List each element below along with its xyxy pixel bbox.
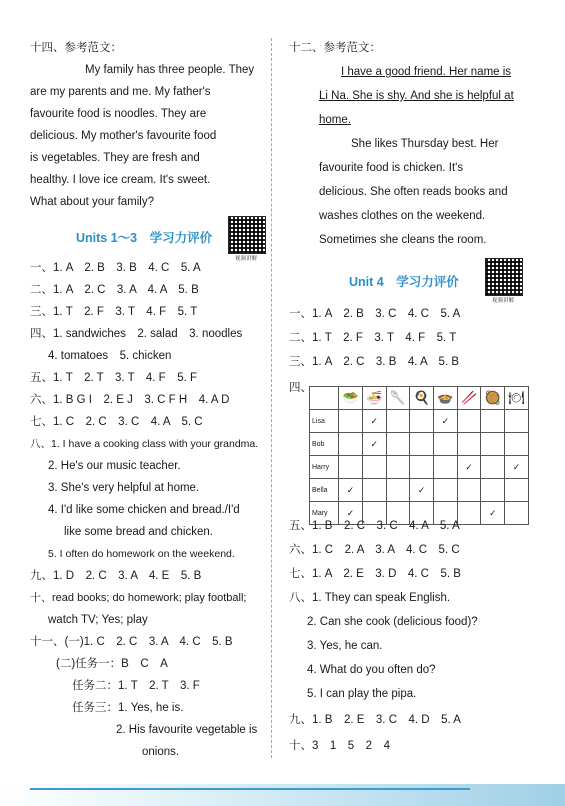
empty-cell bbox=[434, 433, 458, 456]
answer-line: 八、1. They can speak English. bbox=[289, 592, 451, 604]
empty-cell bbox=[481, 433, 505, 456]
food-check-table bbox=[309, 386, 529, 525]
essay-line: is vegetables. They are fresh and bbox=[30, 152, 200, 164]
essay-line: I have a good friend. Her name is bbox=[341, 66, 512, 78]
empty-cell bbox=[410, 456, 434, 479]
answer-line: 一、1. A 2. B 3. C 4. C 5. A bbox=[289, 308, 461, 320]
empty-cell bbox=[457, 502, 481, 525]
food-picture-icon: 🍳 bbox=[410, 387, 434, 410]
answer-line: 2. His favourite vegetable is bbox=[116, 724, 258, 736]
row-name-cell: Lisa bbox=[310, 410, 339, 433]
food-picture-icon: 🍲 bbox=[434, 387, 458, 410]
answer-line: 五、1. B 2. C 3. C 4. A 5. A bbox=[289, 520, 460, 532]
row-name-cell: Mary bbox=[310, 502, 339, 525]
essay-line: favourite food is noodles. They are bbox=[30, 108, 207, 120]
answer-line: 七、1. C 2. C 3. C 4. A 5. C bbox=[30, 416, 203, 428]
empty-cell bbox=[434, 479, 458, 502]
answer-line: 四、1. sandwiches 2. salad 3. noodles bbox=[30, 328, 243, 340]
food-picture-icon: 🍽 bbox=[505, 387, 529, 410]
check-mark-cell: ✓ bbox=[362, 433, 386, 456]
answer-line: 三、1. T 2. F 3. T 4. F 5. T bbox=[30, 306, 198, 318]
essay-line: healthy. I love ice cream. It's sweet. bbox=[30, 174, 211, 186]
empty-cell bbox=[339, 456, 363, 479]
empty-cell bbox=[386, 479, 410, 502]
table-corner-cell bbox=[310, 387, 339, 410]
check-mark-cell: ✓ bbox=[505, 456, 529, 479]
qr-code[interactable] bbox=[228, 216, 266, 254]
empty-cell bbox=[457, 433, 481, 456]
empty-cell bbox=[410, 433, 434, 456]
table-row bbox=[310, 456, 529, 479]
check-mark-cell: ✓ bbox=[410, 479, 434, 502]
check-mark-cell: ✓ bbox=[339, 479, 363, 502]
essay-line: favourite food is chicken. It's bbox=[319, 162, 464, 174]
answer-line: 十、read books; do homework; play football; bbox=[30, 592, 247, 604]
table-header-row bbox=[310, 387, 529, 410]
empty-cell bbox=[505, 433, 529, 456]
answer-line: 五、1. T 2. T 3. T 4. F 5. F bbox=[30, 372, 198, 384]
empty-cell bbox=[457, 410, 481, 433]
food-picture-icon: 🥘 bbox=[481, 387, 505, 410]
empty-cell bbox=[505, 502, 529, 525]
qr-caption: 视频讲解 bbox=[491, 298, 514, 304]
empty-cell bbox=[481, 410, 505, 433]
essay-line: home. bbox=[319, 114, 351, 126]
empty-cell bbox=[362, 479, 386, 502]
essay-line: delicious. My mother's favourite food bbox=[30, 130, 217, 142]
column-divider bbox=[271, 38, 272, 758]
essay-line: washes clothes on the weekend. bbox=[319, 210, 486, 222]
food-picture-icon: 🥢 bbox=[457, 387, 481, 410]
unit-title: Unit 4 学习力评价 bbox=[349, 275, 459, 289]
empty-cell bbox=[386, 456, 410, 479]
answer-line: 2. He's our music teacher. bbox=[48, 460, 181, 472]
table-row bbox=[310, 479, 529, 502]
answer-line: like some bread and chicken. bbox=[64, 526, 213, 538]
answer-line: 二、1. A 2. C 3. A 4. A 5. B bbox=[30, 284, 199, 296]
answer-line: (二)任务一：B C A bbox=[56, 658, 168, 670]
section-14-heading: 十四、参考范文： bbox=[30, 42, 122, 54]
table-label: 四、 bbox=[289, 382, 312, 394]
empty-cell bbox=[505, 479, 529, 502]
answer-line: 任务三：1. Yes, he is. bbox=[72, 702, 184, 714]
table-row bbox=[310, 410, 529, 433]
section-12-heading: 十二、参考范文： bbox=[289, 42, 381, 54]
empty-cell bbox=[434, 456, 458, 479]
answer-line: 二、1. T 2. F 3. T 4. F 5. T bbox=[289, 332, 457, 344]
qr-caption: 视频讲解 bbox=[234, 256, 257, 262]
check-mark-cell: ✓ bbox=[434, 410, 458, 433]
answer-line: 4. tomatoes 5. chicken bbox=[48, 350, 172, 362]
empty-cell bbox=[457, 479, 481, 502]
answer-line: 三、1. A 2. C 3. B 4. A 5. B bbox=[289, 356, 460, 368]
qr-code[interactable] bbox=[485, 258, 523, 296]
answer-line: 六、1. C 2. A 3. A 4. C 5. C bbox=[289, 544, 460, 556]
answer-line: 一、1. A 2. B 3. B 4. C 5. A bbox=[30, 262, 201, 274]
check-mark-cell: ✓ bbox=[362, 410, 386, 433]
row-name-cell: Harry bbox=[310, 456, 339, 479]
essay-line: My family has three people. They bbox=[85, 64, 255, 76]
answer-line: 2. Can she cook (delicious food)? bbox=[307, 616, 478, 628]
check-mark-cell: ✓ bbox=[481, 502, 505, 525]
answer-line: 九、1. D 2. C 3. A 4. E 5. B bbox=[30, 570, 202, 582]
answer-line: watch TV; Yes; play bbox=[48, 614, 148, 626]
food-picture-icon: 🥗 bbox=[339, 387, 363, 410]
answer-line: 九、1. B 2. E 3. C 4. D 5. A bbox=[289, 714, 461, 726]
essay-line: She likes Thursday best. Her bbox=[351, 138, 499, 150]
empty-cell bbox=[410, 410, 434, 433]
answer-line: 任务二：1. T 2. T 3. F bbox=[72, 680, 200, 692]
empty-cell bbox=[339, 410, 363, 433]
row-name-cell: Bob bbox=[310, 433, 339, 456]
check-mark-cell: ✓ bbox=[339, 502, 363, 525]
empty-cell bbox=[481, 456, 505, 479]
unit-title: Units 1～3 学习力评价 bbox=[76, 231, 213, 245]
essay-line: Li Na. She is shy. And she is helpful at bbox=[319, 90, 514, 102]
food-picture-icon: 🍜 bbox=[362, 387, 386, 410]
answer-line: 十一、(一)1. C 2. C 3. A 4. C 5. B bbox=[30, 636, 233, 648]
answer-line: 六、1. B G I 2. E J 3. C F H 4. A D bbox=[30, 394, 230, 406]
empty-cell bbox=[481, 479, 505, 502]
food-picture-icon: 🥄 bbox=[386, 387, 410, 410]
check-mark-cell: ✓ bbox=[457, 456, 481, 479]
essay-line: delicious. She often reads books and bbox=[319, 186, 508, 198]
empty-cell bbox=[339, 433, 363, 456]
essay-line: are my parents and me. My father's bbox=[30, 86, 211, 98]
empty-cell bbox=[386, 410, 410, 433]
empty-cell bbox=[386, 433, 410, 456]
page-footer bbox=[0, 784, 565, 806]
answer-line: onions. bbox=[142, 746, 180, 758]
table-row bbox=[310, 433, 529, 456]
empty-cell bbox=[362, 456, 386, 479]
essay-line: What about your family? bbox=[30, 196, 155, 208]
answer-line: 七、1. A 2. E 3. D 4. C 5. B bbox=[289, 568, 461, 580]
answer-line: 3. Yes, he can. bbox=[307, 640, 383, 652]
answer-line: 4. What do you often do? bbox=[307, 664, 436, 676]
essay-line: Sometimes she cleans the room. bbox=[319, 234, 487, 246]
footer-bar bbox=[30, 788, 470, 790]
row-name-cell: Bella bbox=[310, 479, 339, 502]
answer-line: 八、1. I have a cooking class with your grandma. bbox=[30, 438, 259, 450]
answer-line: 十、3 1 5 2 4 bbox=[289, 740, 390, 752]
answer-line: 5. I often do homework on the weekend. bbox=[48, 548, 235, 560]
answer-line: 3. She's very helpful at home. bbox=[48, 482, 200, 494]
answer-line: 5. I can play the pipa. bbox=[307, 688, 417, 700]
answer-line: 4. I'd like some chicken and bread./I'd bbox=[48, 504, 240, 516]
empty-cell bbox=[505, 410, 529, 433]
